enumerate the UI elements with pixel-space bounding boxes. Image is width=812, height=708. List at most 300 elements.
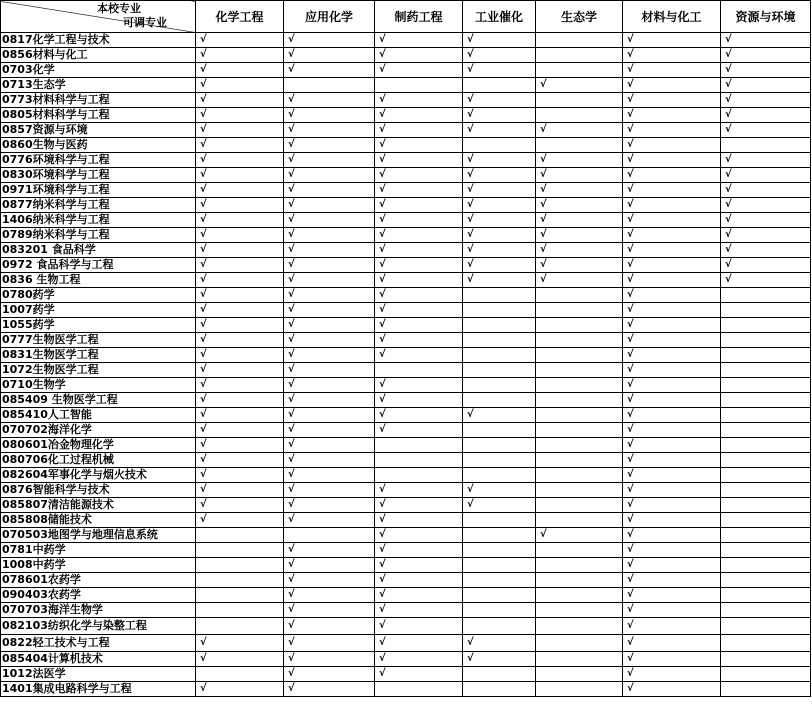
- check-mark-cell: √: [284, 48, 375, 63]
- check-mark-cell: √: [623, 513, 721, 528]
- corner-label-transfer-major: 可调专业: [123, 16, 167, 29]
- check-mark-cell: √: [375, 243, 463, 258]
- check-mark-cell: √: [375, 423, 463, 438]
- row-major-label: 0777生物医学工程: [1, 333, 196, 348]
- empty-cell: [463, 573, 536, 588]
- empty-cell: [721, 363, 811, 378]
- empty-cell: [463, 288, 536, 303]
- row-major-label: 1012法医学: [1, 667, 196, 682]
- empty-cell: [721, 468, 811, 483]
- empty-cell: [375, 78, 463, 93]
- row-major-label: 070703海洋生物学: [1, 603, 196, 618]
- row-major-label: 082604军事化学与烟火技术: [1, 468, 196, 483]
- row-major-label: 0713生态学: [1, 78, 196, 93]
- check-mark-cell: √: [196, 438, 284, 453]
- check-mark-cell: √: [721, 213, 811, 228]
- check-mark-cell: √: [196, 682, 284, 697]
- row-major-label: 080706化工过程机械: [1, 453, 196, 468]
- table-row: [1, 573, 811, 588]
- table-row: [1, 93, 811, 108]
- empty-cell: [375, 438, 463, 453]
- check-mark-cell: √: [623, 138, 721, 153]
- table-row: [1, 528, 811, 543]
- check-mark-cell: √: [463, 168, 536, 183]
- empty-cell: [536, 543, 623, 558]
- check-mark-cell: √: [463, 108, 536, 123]
- check-mark-cell: √: [721, 258, 811, 273]
- empty-cell: [196, 603, 284, 618]
- empty-cell: [721, 603, 811, 618]
- row-major-label: 0789纳米科学与工程: [1, 228, 196, 243]
- check-mark-cell: √: [623, 498, 721, 513]
- corner-label-home-major: 本校专业: [97, 2, 141, 15]
- empty-cell: [463, 468, 536, 483]
- check-mark-cell: √: [721, 63, 811, 78]
- check-mark-cell: √: [284, 378, 375, 393]
- check-mark-cell: √: [196, 483, 284, 498]
- check-mark-cell: √: [284, 243, 375, 258]
- check-mark-cell: √: [463, 198, 536, 213]
- table-row: [1, 168, 811, 183]
- row-major-label: 0805材料科学与工程: [1, 108, 196, 123]
- table-row: [1, 513, 811, 528]
- row-major-label: 0776环境科学与工程: [1, 153, 196, 168]
- row-major-label: 0972 食品科学与工程: [1, 258, 196, 273]
- table-row: [1, 333, 811, 348]
- check-mark-cell: √: [284, 558, 375, 573]
- empty-cell: [721, 513, 811, 528]
- check-mark-cell: √: [196, 93, 284, 108]
- check-mark-cell: √: [375, 123, 463, 138]
- check-mark-cell: √: [196, 378, 284, 393]
- empty-cell: [284, 528, 375, 543]
- check-mark-cell: √: [536, 213, 623, 228]
- empty-cell: [463, 667, 536, 682]
- check-mark-cell: √: [284, 573, 375, 588]
- column-header-chemical-engineering: 化学工程: [196, 1, 284, 33]
- check-mark-cell: √: [463, 33, 536, 48]
- empty-cell: [536, 453, 623, 468]
- empty-cell: [284, 78, 375, 93]
- row-major-label: 0971环境科学与工程: [1, 183, 196, 198]
- check-mark-cell: √: [284, 108, 375, 123]
- check-mark-cell: √: [623, 378, 721, 393]
- empty-cell: [536, 513, 623, 528]
- empty-cell: [463, 423, 536, 438]
- row-major-label: 0703化学: [1, 63, 196, 78]
- check-mark-cell: √: [196, 198, 284, 213]
- check-mark-cell: √: [196, 498, 284, 513]
- check-mark-cell: √: [721, 168, 811, 183]
- empty-cell: [463, 618, 536, 635]
- check-mark-cell: √: [463, 483, 536, 498]
- check-mark-cell: √: [375, 543, 463, 558]
- empty-cell: [536, 588, 623, 603]
- check-mark-cell: √: [623, 423, 721, 438]
- table-row: [1, 138, 811, 153]
- empty-cell: [463, 603, 536, 618]
- check-mark-cell: √: [375, 558, 463, 573]
- check-mark-cell: √: [284, 667, 375, 682]
- check-mark-cell: √: [623, 483, 721, 498]
- check-mark-cell: √: [623, 33, 721, 48]
- check-mark-cell: √: [196, 138, 284, 153]
- empty-cell: [196, 667, 284, 682]
- check-mark-cell: √: [536, 78, 623, 93]
- check-mark-cell: √: [623, 588, 721, 603]
- empty-cell: [463, 78, 536, 93]
- check-mark-cell: √: [623, 543, 721, 558]
- check-mark-cell: √: [463, 123, 536, 138]
- check-mark-cell: √: [196, 363, 284, 378]
- corner-header-cell: [1, 1, 196, 33]
- table-row: [1, 123, 811, 138]
- column-header-resources-environment: 资源与环境: [721, 1, 811, 33]
- row-major-label: 085410人工智能: [1, 408, 196, 423]
- check-mark-cell: √: [284, 273, 375, 288]
- empty-cell: [375, 468, 463, 483]
- check-mark-cell: √: [196, 468, 284, 483]
- check-mark-cell: √: [196, 393, 284, 408]
- check-mark-cell: √: [463, 652, 536, 667]
- empty-cell: [536, 48, 623, 63]
- check-mark-cell: √: [196, 123, 284, 138]
- check-mark-cell: √: [623, 123, 721, 138]
- row-major-label: 0876智能科学与技术: [1, 483, 196, 498]
- empty-cell: [536, 652, 623, 667]
- check-mark-cell: √: [196, 635, 284, 652]
- row-major-label: 1007药学: [1, 303, 196, 318]
- column-header-ecology: 生态学: [536, 1, 623, 33]
- empty-cell: [536, 635, 623, 652]
- check-mark-cell: √: [196, 153, 284, 168]
- check-mark-cell: √: [375, 48, 463, 63]
- empty-cell: [463, 543, 536, 558]
- check-mark-cell: √: [463, 228, 536, 243]
- empty-cell: [463, 318, 536, 333]
- table-row: [1, 78, 811, 93]
- empty-cell: [196, 573, 284, 588]
- empty-cell: [536, 573, 623, 588]
- table-row: [1, 363, 811, 378]
- empty-cell: [375, 363, 463, 378]
- empty-cell: [536, 63, 623, 78]
- check-mark-cell: √: [375, 498, 463, 513]
- check-mark-cell: √: [623, 228, 721, 243]
- check-mark-cell: √: [375, 168, 463, 183]
- check-mark-cell: √: [284, 318, 375, 333]
- row-major-label: 0780药学: [1, 288, 196, 303]
- check-mark-cell: √: [375, 573, 463, 588]
- table-row: [1, 558, 811, 573]
- table-row: [1, 63, 811, 78]
- check-mark-cell: √: [623, 288, 721, 303]
- empty-cell: [463, 348, 536, 363]
- check-mark-cell: √: [196, 453, 284, 468]
- check-mark-cell: √: [196, 408, 284, 423]
- table-row: [1, 543, 811, 558]
- empty-cell: [536, 303, 623, 318]
- row-major-label: 080601冶金物理化学: [1, 438, 196, 453]
- check-mark-cell: √: [196, 48, 284, 63]
- check-mark-cell: √: [196, 348, 284, 363]
- check-mark-cell: √: [284, 333, 375, 348]
- check-mark-cell: √: [463, 273, 536, 288]
- row-major-label: 0817化学工程与技术: [1, 33, 196, 48]
- check-mark-cell: √: [375, 273, 463, 288]
- check-mark-cell: √: [196, 33, 284, 48]
- empty-cell: [463, 138, 536, 153]
- empty-cell: [721, 453, 811, 468]
- check-mark-cell: √: [196, 423, 284, 438]
- check-mark-cell: √: [196, 258, 284, 273]
- table-row: [1, 348, 811, 363]
- empty-cell: [536, 667, 623, 682]
- table-row: [1, 48, 811, 63]
- empty-cell: [721, 483, 811, 498]
- check-mark-cell: √: [463, 635, 536, 652]
- empty-cell: [463, 558, 536, 573]
- check-mark-cell: √: [196, 168, 284, 183]
- check-mark-cell: √: [623, 303, 721, 318]
- empty-cell: [721, 652, 811, 667]
- check-mark-cell: √: [463, 153, 536, 168]
- check-mark-cell: √: [623, 333, 721, 348]
- row-major-label: 1008中药学: [1, 558, 196, 573]
- table-row: [1, 303, 811, 318]
- row-major-label: 085808储能技术: [1, 513, 196, 528]
- empty-cell: [536, 558, 623, 573]
- row-major-label: 070503地图学与地理信息系统: [1, 528, 196, 543]
- empty-cell: [721, 408, 811, 423]
- empty-cell: [721, 667, 811, 682]
- check-mark-cell: √: [284, 363, 375, 378]
- check-mark-cell: √: [623, 108, 721, 123]
- table-row: [1, 228, 811, 243]
- empty-cell: [721, 333, 811, 348]
- check-mark-cell: √: [284, 618, 375, 635]
- check-mark-cell: √: [721, 108, 811, 123]
- check-mark-cell: √: [536, 153, 623, 168]
- check-mark-cell: √: [721, 273, 811, 288]
- row-major-label: 0773材料科学与工程: [1, 93, 196, 108]
- empty-cell: [721, 378, 811, 393]
- check-mark-cell: √: [375, 603, 463, 618]
- check-mark-cell: √: [375, 318, 463, 333]
- empty-cell: [375, 682, 463, 697]
- row-major-label: 0856材料与化工: [1, 48, 196, 63]
- column-header-industrial-catalysis: 工业催化: [463, 1, 536, 33]
- table-row: [1, 498, 811, 513]
- check-mark-cell: √: [284, 228, 375, 243]
- check-mark-cell: √: [375, 378, 463, 393]
- check-mark-cell: √: [375, 333, 463, 348]
- check-mark-cell: √: [463, 243, 536, 258]
- check-mark-cell: √: [375, 228, 463, 243]
- table-row: [1, 603, 811, 618]
- check-mark-cell: √: [623, 558, 721, 573]
- check-mark-cell: √: [536, 198, 623, 213]
- row-major-label: 1401集成电路科学与工程: [1, 682, 196, 697]
- column-header-materials-chemical: 材料与化工: [623, 1, 721, 33]
- check-mark-cell: √: [284, 635, 375, 652]
- row-major-label: 070702海洋化学: [1, 423, 196, 438]
- table-row: [1, 438, 811, 453]
- check-mark-cell: √: [463, 48, 536, 63]
- check-mark-cell: √: [284, 138, 375, 153]
- empty-cell: [536, 618, 623, 635]
- table-row: [1, 393, 811, 408]
- check-mark-cell: √: [284, 652, 375, 667]
- row-major-label: 0857资源与环境: [1, 123, 196, 138]
- check-mark-cell: √: [375, 198, 463, 213]
- empty-cell: [196, 543, 284, 558]
- table-row: [1, 213, 811, 228]
- row-major-label: 082103纺织化学与染整工程: [1, 618, 196, 635]
- check-mark-cell: √: [375, 63, 463, 78]
- check-mark-cell: √: [623, 63, 721, 78]
- empty-cell: [721, 318, 811, 333]
- empty-cell: [196, 588, 284, 603]
- check-mark-cell: √: [375, 393, 463, 408]
- table-row: [1, 243, 811, 258]
- check-mark-cell: √: [623, 453, 721, 468]
- row-major-label: 0831生物医学工程: [1, 348, 196, 363]
- table-row: [1, 318, 811, 333]
- empty-cell: [536, 408, 623, 423]
- check-mark-cell: √: [463, 93, 536, 108]
- empty-cell: [463, 303, 536, 318]
- empty-cell: [721, 682, 811, 697]
- check-mark-cell: √: [375, 667, 463, 682]
- check-mark-cell: √: [623, 183, 721, 198]
- empty-cell: [536, 438, 623, 453]
- check-mark-cell: √: [623, 318, 721, 333]
- check-mark-cell: √: [196, 213, 284, 228]
- check-mark-cell: √: [623, 348, 721, 363]
- check-mark-cell: √: [721, 93, 811, 108]
- empty-cell: [721, 138, 811, 153]
- check-mark-cell: √: [463, 63, 536, 78]
- check-mark-cell: √: [284, 213, 375, 228]
- check-mark-cell: √: [284, 423, 375, 438]
- table-row: [1, 652, 811, 667]
- check-mark-cell: √: [623, 213, 721, 228]
- check-mark-cell: √: [623, 363, 721, 378]
- column-header-pharmaceutical-engineering: 制药工程: [375, 1, 463, 33]
- check-mark-cell: √: [196, 652, 284, 667]
- empty-cell: [721, 635, 811, 652]
- row-major-label: 0781中药学: [1, 543, 196, 558]
- check-mark-cell: √: [623, 78, 721, 93]
- check-mark-cell: √: [375, 138, 463, 153]
- empty-cell: [536, 363, 623, 378]
- empty-cell: [721, 393, 811, 408]
- check-mark-cell: √: [623, 528, 721, 543]
- empty-cell: [536, 483, 623, 498]
- empty-cell: [721, 303, 811, 318]
- row-major-label: 090403农药学: [1, 588, 196, 603]
- empty-cell: [536, 333, 623, 348]
- check-mark-cell: √: [196, 183, 284, 198]
- check-mark-cell: √: [196, 78, 284, 93]
- table-row: [1, 153, 811, 168]
- row-major-label: 078601农药学: [1, 573, 196, 588]
- empty-cell: [536, 93, 623, 108]
- empty-cell: [463, 438, 536, 453]
- empty-cell: [536, 423, 623, 438]
- check-mark-cell: √: [196, 63, 284, 78]
- table-row: [1, 423, 811, 438]
- table-row: [1, 618, 811, 635]
- empty-cell: [536, 498, 623, 513]
- empty-cell: [536, 288, 623, 303]
- empty-cell: [536, 318, 623, 333]
- check-mark-cell: √: [375, 528, 463, 543]
- check-mark-cell: √: [196, 333, 284, 348]
- check-mark-cell: √: [536, 273, 623, 288]
- check-mark-cell: √: [375, 618, 463, 635]
- check-mark-cell: √: [284, 183, 375, 198]
- check-mark-cell: √: [623, 635, 721, 652]
- check-mark-cell: √: [284, 682, 375, 697]
- table-row: [1, 483, 811, 498]
- check-mark-cell: √: [721, 123, 811, 138]
- check-mark-cell: √: [375, 93, 463, 108]
- check-mark-cell: √: [284, 198, 375, 213]
- check-mark-cell: √: [463, 408, 536, 423]
- empty-cell: [721, 573, 811, 588]
- check-mark-cell: √: [375, 303, 463, 318]
- table-row: [1, 273, 811, 288]
- check-mark-cell: √: [536, 168, 623, 183]
- empty-cell: [536, 682, 623, 697]
- check-mark-cell: √: [536, 228, 623, 243]
- empty-cell: [463, 513, 536, 528]
- empty-cell: [463, 528, 536, 543]
- check-mark-cell: √: [623, 438, 721, 453]
- check-mark-cell: √: [284, 498, 375, 513]
- check-mark-cell: √: [284, 153, 375, 168]
- check-mark-cell: √: [375, 652, 463, 667]
- check-mark-cell: √: [536, 528, 623, 543]
- check-mark-cell: √: [375, 108, 463, 123]
- check-mark-cell: √: [623, 168, 721, 183]
- check-mark-cell: √: [463, 498, 536, 513]
- empty-cell: [463, 588, 536, 603]
- empty-cell: [463, 453, 536, 468]
- row-major-label: 0710生物学: [1, 378, 196, 393]
- check-mark-cell: √: [623, 682, 721, 697]
- check-mark-cell: √: [623, 618, 721, 635]
- check-mark-cell: √: [196, 228, 284, 243]
- table-row: [1, 667, 811, 682]
- check-mark-cell: √: [721, 78, 811, 93]
- check-mark-cell: √: [375, 288, 463, 303]
- check-mark-cell: √: [284, 33, 375, 48]
- check-mark-cell: √: [375, 588, 463, 603]
- empty-cell: [196, 558, 284, 573]
- empty-cell: [536, 393, 623, 408]
- empty-cell: [721, 438, 811, 453]
- empty-cell: [536, 33, 623, 48]
- empty-cell: [721, 348, 811, 363]
- check-mark-cell: √: [284, 513, 375, 528]
- check-mark-cell: √: [196, 318, 284, 333]
- check-mark-cell: √: [375, 408, 463, 423]
- check-mark-cell: √: [375, 348, 463, 363]
- check-mark-cell: √: [623, 48, 721, 63]
